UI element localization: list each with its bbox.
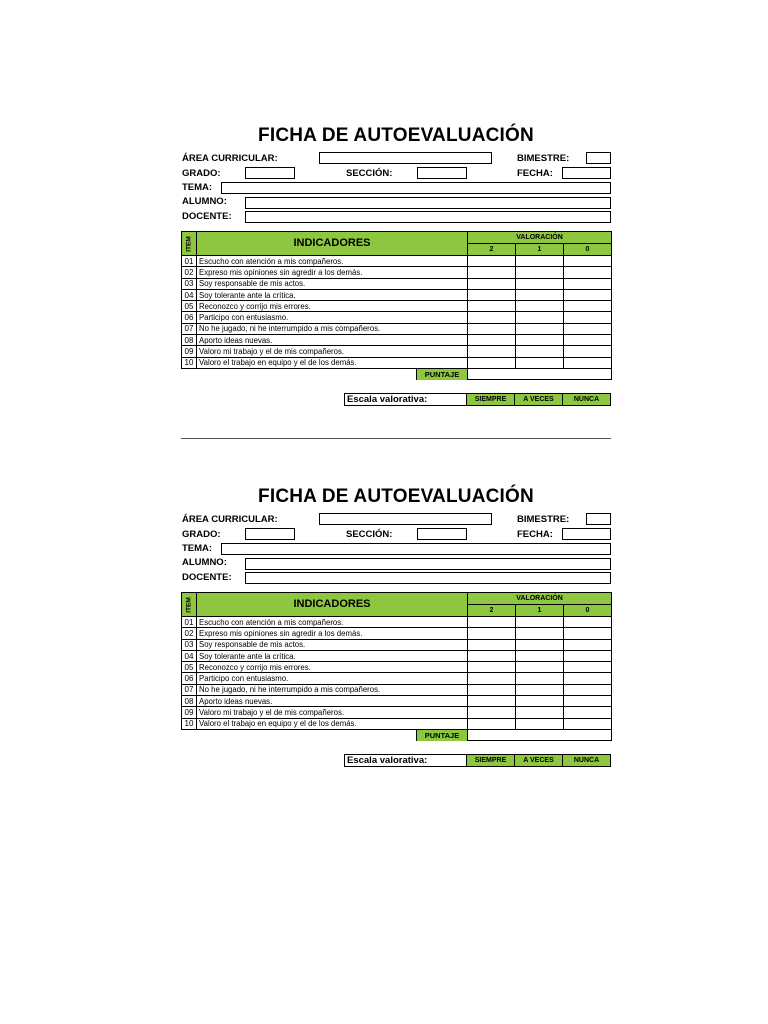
docente-field[interactable]: [245, 572, 611, 584]
score-header: 0: [564, 605, 612, 617]
puntaje-field[interactable]: [468, 368, 612, 379]
scale-option-nunca: NUNCA: [563, 394, 611, 406]
rating-scale: [344, 754, 611, 767]
table-row: [182, 312, 612, 323]
area-field[interactable]: [319, 513, 492, 525]
tema-label: TEMA:: [182, 182, 213, 193]
row-number: 07: [182, 323, 197, 334]
table-row: [182, 639, 612, 650]
row-number: 05: [182, 301, 197, 312]
row-number: 06: [182, 312, 197, 323]
indicator-text: Soy tolerante ante la crítica.: [197, 289, 468, 300]
scale-option-siempre: SIEMPRE: [467, 394, 515, 406]
alumno-label: ALUMNO:: [182, 196, 227, 207]
score-cell[interactable]: [468, 346, 516, 357]
row-number: 04: [182, 650, 197, 661]
score-cell[interactable]: [564, 696, 612, 707]
area-field[interactable]: [319, 152, 492, 164]
table-row: [182, 673, 612, 684]
score-header: 1: [516, 605, 564, 617]
sheet-title: FICHA DE AUTOEVALUACIÓN: [258, 486, 534, 507]
scale-option-nunca: NUNCA: [563, 755, 611, 767]
row-number: 07: [182, 684, 197, 695]
score-cell[interactable]: [516, 335, 564, 346]
spacer: [197, 729, 468, 740]
fecha-label: FECHA:: [517, 529, 553, 540]
score-cell[interactable]: [516, 628, 564, 639]
score-header: 2: [468, 605, 516, 617]
score-cell[interactable]: [468, 278, 516, 289]
alumno-field[interactable]: [245, 558, 611, 570]
evaluation-sheet-2: [181, 486, 611, 771]
indicator-text: Soy responsable de mis actos.: [197, 278, 468, 289]
item-header: ITEM: [182, 232, 197, 256]
valoracion-header: VALORACIÓN: [468, 232, 612, 244]
tema-field[interactable]: [221, 182, 611, 194]
score-cell[interactable]: [564, 662, 612, 673]
indicator-text: Expreso mis opiniones sin agredir a los demás.: [197, 267, 468, 278]
score-cell[interactable]: [468, 684, 516, 695]
indicator-text: No he jugado, ni he interrumpido a mis compañeros.: [197, 323, 468, 334]
score-cell[interactable]: [516, 346, 564, 357]
row-number: 02: [182, 267, 197, 278]
score-cell[interactable]: [564, 256, 612, 267]
alumno-field[interactable]: [245, 197, 611, 209]
indicator-text: Escucho con atención a mis compañeros.: [197, 256, 468, 267]
table-row: [182, 707, 612, 718]
table-row: [182, 301, 612, 312]
score-cell[interactable]: [564, 617, 612, 628]
score-cell[interactable]: [468, 256, 516, 267]
table-row: [182, 267, 612, 278]
indicator-text: Valoro mi trabajo y el de mis compañeros.: [197, 346, 468, 357]
indicator-text: Participo con entusiasmo.: [197, 673, 468, 684]
score-cell[interactable]: [516, 312, 564, 323]
grado-label: GRADO:: [182, 529, 221, 540]
table-row: [182, 662, 612, 673]
indicator-text: Expreso mis opiniones sin agredir a los demás.: [197, 628, 468, 639]
score-cell[interactable]: [516, 323, 564, 334]
indicator-text: Aporto ideas nuevas.: [197, 696, 468, 707]
row-number: 08: [182, 335, 197, 346]
row-number: 10: [182, 718, 197, 729]
score-cell[interactable]: [516, 650, 564, 661]
score-cell[interactable]: [564, 346, 612, 357]
indicator-text: Valoro el trabajo en equipo y el de los demás.: [197, 357, 468, 368]
indicator-text: Soy responsable de mis actos.: [197, 639, 468, 650]
score-cell[interactable]: [516, 696, 564, 707]
indicator-text: Soy tolerante ante la crítica.: [197, 650, 468, 661]
score-cell[interactable]: [564, 312, 612, 323]
score-header: 1: [516, 244, 564, 256]
score-cell[interactable]: [564, 301, 612, 312]
score-cell[interactable]: [516, 278, 564, 289]
cut-line-divider: [181, 438, 611, 439]
score-cell[interactable]: [468, 628, 516, 639]
scale-option-a-veces: A VECES: [515, 755, 563, 767]
alumno-label: ALUMNO:: [182, 557, 227, 568]
score-cell[interactable]: [564, 650, 612, 661]
puntaje-label: PUNTAJE: [416, 368, 468, 379]
item-header: ITEM: [182, 593, 197, 617]
score-cell[interactable]: [468, 650, 516, 661]
valoracion-header: VALORACIÓN: [468, 593, 612, 605]
score-cell[interactable]: [468, 639, 516, 650]
area-label: ÁREA CURRICULAR:: [182, 153, 278, 164]
row-number: 02: [182, 628, 197, 639]
indicators-table: [181, 592, 612, 741]
spacer: [182, 368, 197, 379]
indicator-text: Valoro el trabajo en equipo y el de los demás.: [197, 718, 468, 729]
score-cell[interactable]: [468, 617, 516, 628]
scale-option-a-veces: A VECES: [515, 394, 563, 406]
fecha-field[interactable]: [562, 167, 611, 179]
fecha-field[interactable]: [562, 528, 611, 540]
score-cell[interactable]: [564, 278, 612, 289]
rating-scale: [344, 393, 611, 406]
score-cell[interactable]: [564, 718, 612, 729]
score-cell[interactable]: [564, 289, 612, 300]
score-cell[interactable]: [516, 673, 564, 684]
scale-label: Escala valorativa:: [345, 394, 467, 406]
score-cell[interactable]: [468, 707, 516, 718]
table-row: [182, 357, 612, 368]
row-number: 03: [182, 278, 197, 289]
table-row: [182, 718, 612, 729]
spacer: [182, 729, 197, 740]
row-number: 09: [182, 346, 197, 357]
indicator-text: Escucho con atención a mis compañeros.: [197, 617, 468, 628]
row-number: 03: [182, 639, 197, 650]
seccion-label: SECCIÓN:: [346, 529, 393, 540]
tema-field[interactable]: [221, 543, 611, 555]
bimestre-field[interactable]: [586, 152, 611, 164]
score-header: 2: [468, 244, 516, 256]
puntaje-label: PUNTAJE: [416, 729, 468, 740]
row-number: 06: [182, 673, 197, 684]
sheet-title: FICHA DE AUTOEVALUACIÓN: [258, 125, 534, 146]
score-cell[interactable]: [516, 357, 564, 368]
row-number: 05: [182, 662, 197, 673]
score-cell[interactable]: [516, 256, 564, 267]
row-number: 10: [182, 357, 197, 368]
score-cell[interactable]: [468, 267, 516, 278]
bimestre-label: BIMESTRE:: [517, 153, 570, 164]
score-cell[interactable]: [516, 639, 564, 650]
indicator-text: No he jugado, ni he interrumpido a mis compañeros.: [197, 684, 468, 695]
indicadores-header: INDICADORES: [197, 593, 468, 617]
score-cell[interactable]: [468, 718, 516, 729]
score-cell[interactable]: [468, 301, 516, 312]
seccion-field[interactable]: [417, 528, 467, 540]
table-row: [182, 323, 612, 334]
score-cell[interactable]: [516, 684, 564, 695]
grado-field[interactable]: [245, 167, 295, 179]
score-cell[interactable]: [468, 312, 516, 323]
table-row: [182, 628, 612, 639]
seccion-field[interactable]: [417, 167, 467, 179]
score-cell[interactable]: [564, 335, 612, 346]
score-cell[interactable]: [516, 662, 564, 673]
tema-label: TEMA:: [182, 543, 213, 554]
score-cell[interactable]: [516, 289, 564, 300]
scale-option-siempre: SIEMPRE: [467, 755, 515, 767]
evaluation-sheet-1: [181, 125, 611, 410]
indicator-text: Aporto ideas nuevas.: [197, 335, 468, 346]
docente-field[interactable]: [245, 211, 611, 223]
score-cell[interactable]: [564, 323, 612, 334]
row-number: 09: [182, 707, 197, 718]
seccion-label: SECCIÓN:: [346, 168, 393, 179]
indicators-table: [181, 231, 612, 380]
table-row: [182, 335, 612, 346]
score-cell[interactable]: [564, 639, 612, 650]
indicator-text: Reconozco y corrijo mis errores.: [197, 301, 468, 312]
fecha-label: FECHA:: [517, 168, 553, 179]
score-cell[interactable]: [564, 267, 612, 278]
score-cell[interactable]: [468, 673, 516, 684]
indicator-text: Reconozco y corrijo mis errores.: [197, 662, 468, 673]
score-cell[interactable]: [468, 335, 516, 346]
indicator-text: Participo con entusiasmo.: [197, 312, 468, 323]
row-number: 08: [182, 696, 197, 707]
score-cell[interactable]: [468, 289, 516, 300]
score-cell[interactable]: [516, 617, 564, 628]
table-row: [182, 278, 612, 289]
grado-label: GRADO:: [182, 168, 221, 179]
bimestre-label: BIMESTRE:: [517, 514, 570, 525]
table-row: [182, 289, 612, 300]
score-cell[interactable]: [564, 628, 612, 639]
grado-field[interactable]: [245, 528, 295, 540]
indicadores-header: INDICADORES: [197, 232, 468, 256]
row-number: 01: [182, 617, 197, 628]
scale-label: Escala valorativa:: [345, 755, 467, 767]
table-row: [182, 256, 612, 267]
score-cell[interactable]: [516, 718, 564, 729]
row-number: 04: [182, 289, 197, 300]
score-cell[interactable]: [564, 684, 612, 695]
table-row: [182, 346, 612, 357]
indicator-text: Valoro mi trabajo y el de mis compañeros.: [197, 707, 468, 718]
spacer: [197, 368, 468, 379]
docente-label: DOCENTE:: [182, 572, 232, 583]
area-label: ÁREA CURRICULAR:: [182, 514, 278, 525]
row-number: 01: [182, 256, 197, 267]
score-cell[interactable]: [516, 707, 564, 718]
score-cell[interactable]: [516, 267, 564, 278]
score-cell[interactable]: [468, 696, 516, 707]
score-cell[interactable]: [468, 323, 516, 334]
score-cell[interactable]: [564, 707, 612, 718]
puntaje-row: [182, 729, 612, 740]
score-cell[interactable]: [516, 301, 564, 312]
table-row: [182, 650, 612, 661]
table-row: [182, 696, 612, 707]
docente-label: DOCENTE:: [182, 211, 232, 222]
score-header: 0: [564, 244, 612, 256]
score-cell[interactable]: [468, 662, 516, 673]
score-cell[interactable]: [468, 357, 516, 368]
bimestre-field[interactable]: [586, 513, 611, 525]
table-row: [182, 617, 612, 628]
table-row: [182, 684, 612, 695]
puntaje-field[interactable]: [468, 729, 612, 740]
score-cell[interactable]: [564, 673, 612, 684]
score-cell[interactable]: [564, 357, 612, 368]
puntaje-row: [182, 368, 612, 379]
